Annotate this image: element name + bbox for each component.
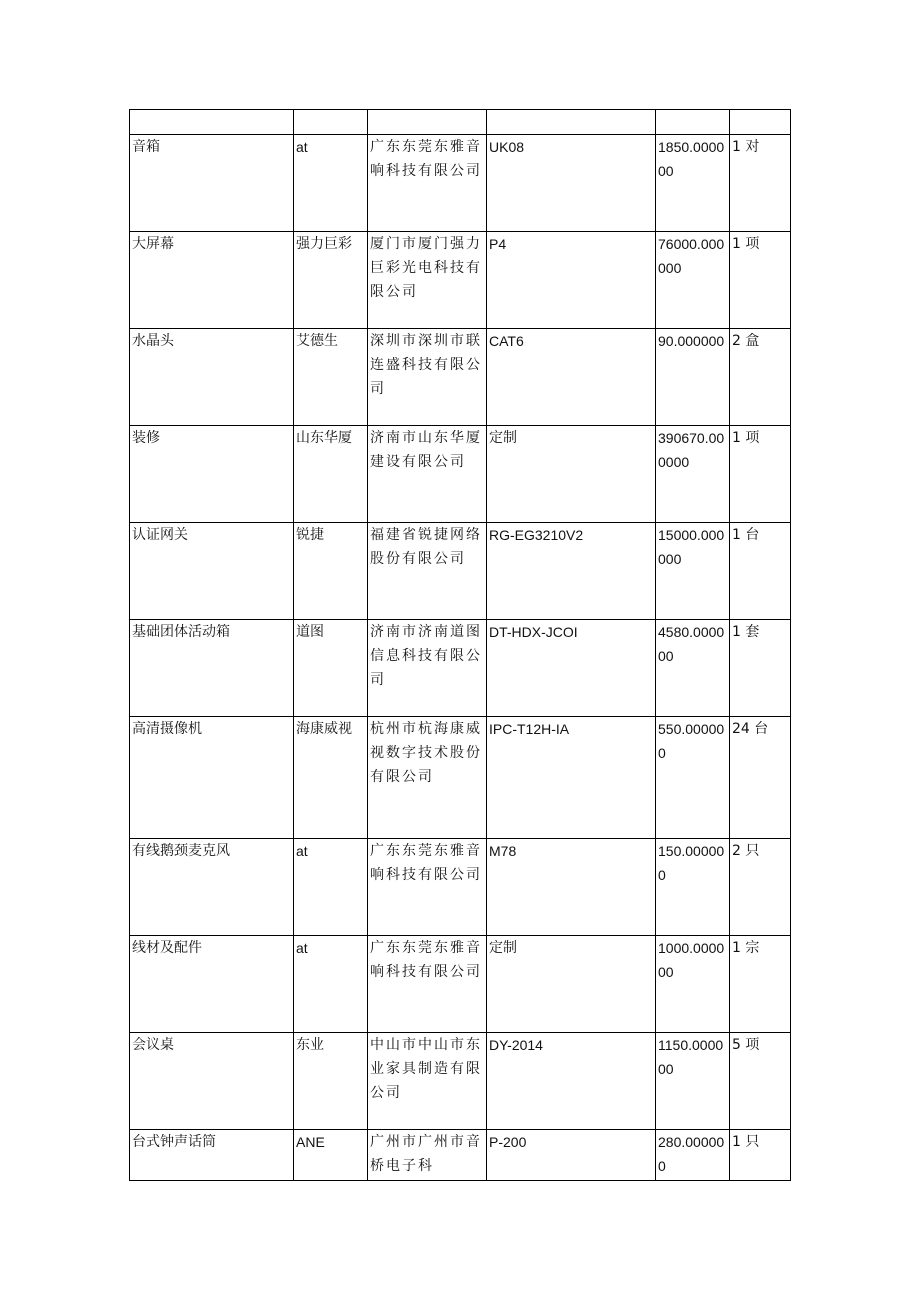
item-price: 90.000000 [656,329,730,426]
item-quantity: 1 项 [730,232,791,329]
item-name: 有线鹅颈麦克风 [130,839,294,936]
item-model: P4 [487,232,656,329]
item-price: 1000.000000 [656,936,730,1033]
item-brand: at [294,936,368,1033]
item-name: 线材及配件 [130,936,294,1033]
item-manufacturer: 深圳市深圳市联连盛科技有限公司 [368,329,487,426]
table-row [130,232,791,329]
item-brand: 锐捷 [294,523,368,620]
item-model: DT-HDX-JCOI [487,620,656,717]
item-quantity: 1 项 [730,426,791,523]
item-manufacturer: 中山市中山市东业家具制造有限公司 [368,1033,487,1130]
header-cell [368,110,487,135]
item-quantity: 2 只 [730,839,791,936]
item-model: 定制 [487,426,656,523]
header-cell [130,110,294,135]
item-brand: 道图 [294,620,368,717]
item-price: 150.000000 [656,839,730,936]
item-brand: 艾德生 [294,329,368,426]
item-price: 4580.000000 [656,620,730,717]
table-row [130,936,791,1033]
item-price: 76000.000000 [656,232,730,329]
item-model: IPC-T12H-IA [487,717,656,839]
item-quantity: 24 台 [730,717,791,839]
item-brand: 山东华厦 [294,426,368,523]
item-brand: 东业 [294,1033,368,1130]
item-quantity: 1 台 [730,523,791,620]
item-model: CAT6 [487,329,656,426]
item-brand: 强力巨彩 [294,232,368,329]
item-name: 音箱 [130,135,294,232]
table-row [130,426,791,523]
item-model: P-200 [487,1130,656,1181]
table-row [130,329,791,426]
header-cell [487,110,656,135]
item-quantity: 1 宗 [730,936,791,1033]
table-row [130,135,791,232]
item-name: 高清摄像机 [130,717,294,839]
item-price: 550.000000 [656,717,730,839]
item-quantity: 1 只 [730,1130,791,1181]
item-price: 390670.000000 [656,426,730,523]
item-quantity: 1 套 [730,620,791,717]
item-manufacturer: 广州市广州市音桥电子科 [368,1130,487,1181]
item-price: 280.000000 [656,1130,730,1181]
item-model: RG-EG3210V2 [487,523,656,620]
item-manufacturer: 广东东莞东雅音响科技有限公司 [368,839,487,936]
item-price: 1850.000000 [656,135,730,232]
item-brand: at [294,135,368,232]
header-cell [730,110,791,135]
table-row [130,523,791,620]
item-price: 1150.000000 [656,1033,730,1130]
item-name: 台式钟声话筒 [130,1130,294,1181]
item-quantity: 5 项 [730,1033,791,1130]
item-quantity: 2 盒 [730,329,791,426]
table-row [130,717,791,839]
item-manufacturer: 济南市济南道图信息科技有限公司 [368,620,487,717]
item-brand: ANE [294,1130,368,1181]
item-name: 认证网关 [130,523,294,620]
item-brand: 海康威视 [294,717,368,839]
item-model: M78 [487,839,656,936]
item-model: 定制 [487,936,656,1033]
item-manufacturer: 济南市山东华厦建设有限公司 [368,426,487,523]
table-row [130,1033,791,1130]
item-name: 会议桌 [130,1033,294,1130]
item-brand: at [294,839,368,936]
header-row [130,110,791,135]
header-cell [294,110,368,135]
equipment-table [129,109,791,1181]
item-model: DY-2014 [487,1033,656,1130]
item-manufacturer: 杭州市杭海康威视数字技术股份有限公司 [368,717,487,839]
item-model: UK08 [487,135,656,232]
table-row [130,1130,791,1181]
table-row [130,839,791,936]
item-name: 基础团体活动箱 [130,620,294,717]
item-manufacturer: 厦门市厦门强力巨彩光电科技有限公司 [368,232,487,329]
item-price: 15000.000000 [656,523,730,620]
item-name: 大屏幕 [130,232,294,329]
item-name: 装修 [130,426,294,523]
header-cell [656,110,730,135]
table-row [130,620,791,717]
item-name: 水晶头 [130,329,294,426]
item-manufacturer: 广东东莞东雅音响科技有限公司 [368,135,487,232]
item-quantity: 1 对 [730,135,791,232]
item-manufacturer: 福建省锐捷网络股份有限公司 [368,523,487,620]
item-manufacturer: 广东东莞东雅音响科技有限公司 [368,936,487,1033]
